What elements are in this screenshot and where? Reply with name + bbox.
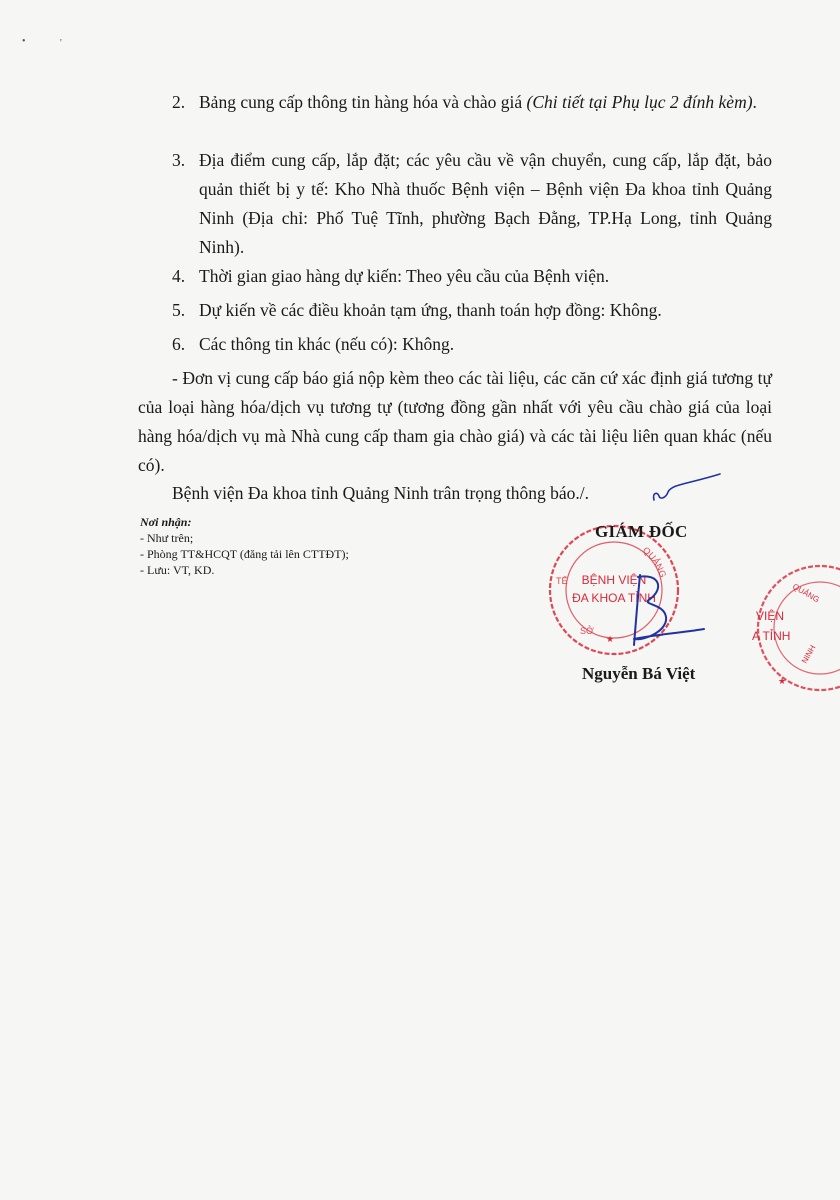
item-text: Các thông tin khác (nếu có): Không. bbox=[199, 334, 455, 354]
item-number: 5. bbox=[172, 300, 186, 320]
recipients-block bbox=[140, 514, 349, 578]
stamp-ring-right: QUẢNG bbox=[640, 544, 669, 579]
item-tail: . bbox=[752, 92, 757, 112]
list-item-6 bbox=[172, 330, 772, 359]
list-item-5 bbox=[172, 296, 772, 325]
stamp-star-icon: ★ bbox=[606, 634, 615, 644]
handwritten-signature bbox=[600, 565, 710, 655]
partial-stamp-star-icon: ★ bbox=[778, 676, 787, 686]
recipient-item: - Phòng TT&HCQT (đăng tải lên CTTĐT); bbox=[140, 547, 349, 561]
partial-stamp-ring-2: NINH bbox=[799, 643, 818, 665]
stamp-line-1: BỆNH VIỆN bbox=[581, 573, 647, 587]
item-number: 4. bbox=[172, 266, 186, 286]
item-text: Địa điểm cung cấp, lắp đặt; các yêu cầu về vận chuyển, cung cấp, lắp đặt, bảo quản thiết bị y tế: Kho Nhà thuốc Bệnh viện – Bệnh viện Đa khoa tỉnh Quảng Ninh (Địa chỉ: Phố Tuệ Tĩnh, phường Bạch Đằng, TP.Hạ Long, tỉnh Quảng Ninh). bbox=[199, 150, 772, 257]
item-text: Thời gian giao hàng dự kiến: Theo yêu cầu của Bệnh viện. bbox=[199, 266, 610, 286]
initial-mark bbox=[648, 470, 728, 506]
item-text: Dự kiến về các điều khoản tạm ứng, thanh toán hợp đồng: Không. bbox=[199, 300, 662, 320]
signer-name: Nguyễn Bá Việt bbox=[582, 664, 696, 683]
item-text: Bảng cung cấp thông tin hàng hóa và chào giá bbox=[199, 92, 527, 112]
list-item-3 bbox=[172, 146, 772, 262]
recipients-heading: Nơi nhận: bbox=[140, 515, 192, 529]
partial-stamp-line-1: VIỆN bbox=[756, 609, 785, 623]
scan-mark: ' bbox=[60, 38, 62, 49]
item-note: (Chi tiết tại Phụ lục 2 đính kèm) bbox=[526, 92, 753, 112]
stamp-ring-bottom: SỞ bbox=[580, 626, 594, 636]
item-number: 2. bbox=[172, 92, 186, 112]
partial-stamp-ring: QUẢNG bbox=[791, 581, 821, 605]
partial-stamp bbox=[742, 560, 840, 700]
partial-stamp-line-2: A TỈNH bbox=[752, 629, 791, 643]
item-number: 3. bbox=[172, 150, 186, 170]
body-paragraph: - Đơn vị cung cấp báo giá nộp kèm theo các tài liệu, các căn cứ xác định giá tương tự của loại hàng hóa/dịch vụ tương tự (tương đồng gần nhất với yêu cầu chào giá của loại hàng hóa/dịch vụ mà Nhà cung cấp tham gia chào giá) và các tài liệu liên quan khác (nếu có). bbox=[138, 368, 772, 475]
stamp-ring-left: TẾ bbox=[556, 576, 568, 586]
scan-mark: • bbox=[22, 36, 26, 47]
recipient-item: - Lưu: VT, KD. bbox=[140, 563, 215, 577]
list-item-2 bbox=[172, 88, 772, 117]
list-item-4 bbox=[172, 262, 772, 291]
item-number: 6. bbox=[172, 334, 186, 354]
stamp-line-2: ĐA KHOA TỈNH bbox=[572, 591, 656, 605]
closing-line: Bệnh viện Đa khoa tỉnh Quảng Ninh trân trọng thông báo./. bbox=[172, 483, 590, 503]
recipient-item: - Như trên; bbox=[140, 531, 194, 545]
signature-title: GIÁM ĐỐC bbox=[595, 522, 688, 541]
